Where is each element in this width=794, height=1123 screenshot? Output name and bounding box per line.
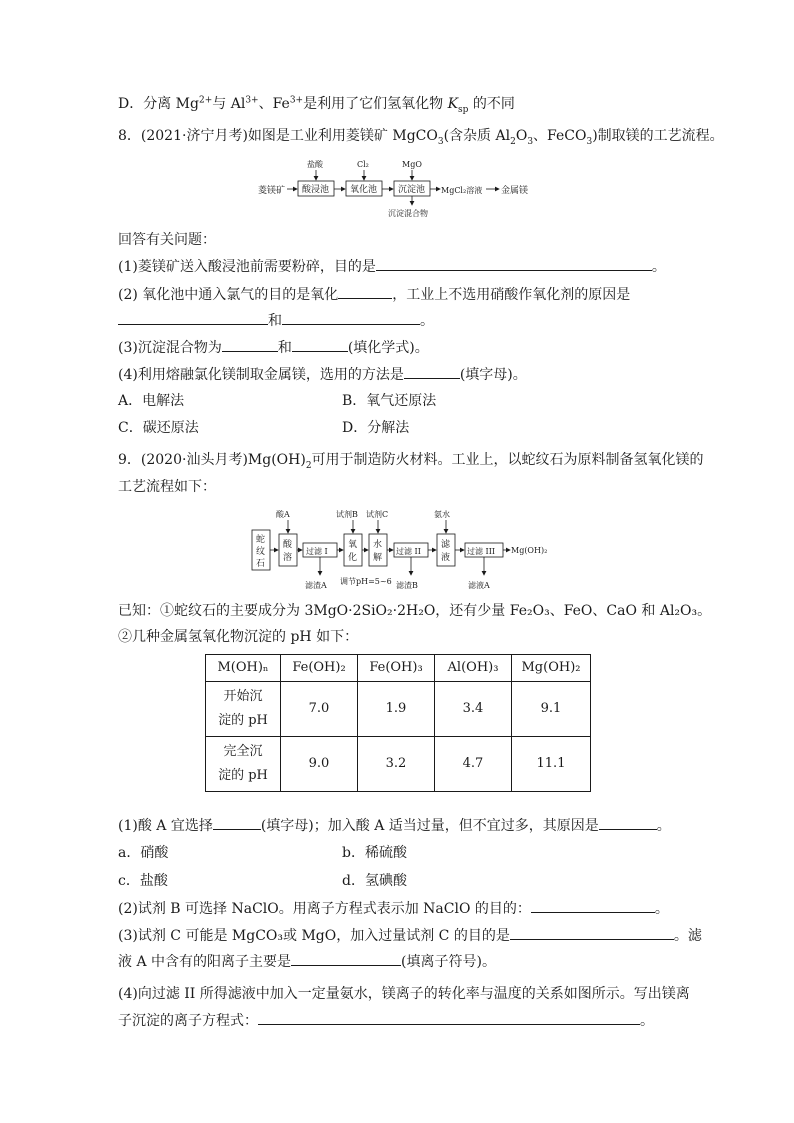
answer-blank[interactable] — [404, 364, 460, 379]
table-cell: 1.9 — [358, 682, 435, 737]
q9-options-row1b — [342, 843, 407, 863]
q7-option-d: D．分离 $Mg^{2+}$与 $Al^{3+}$、$Fe^{3+}$是利用了它们氢氧化物 $K_{sp}$ 的不同 — [118, 95, 515, 115]
table-header-cell: Mg(OH)₂ — [512, 655, 591, 682]
q8-options-row2b — [342, 418, 409, 438]
q9-stem-cont: 工艺流程如下： — [118, 479, 216, 495]
table-cell: 3.4 — [435, 682, 512, 737]
table-cell: 11.1 — [512, 737, 591, 792]
table-cell: 9.0 — [281, 737, 358, 792]
q9-option-d[interactable]: d．氢碘酸 — [342, 873, 407, 889]
q8-lead: 回答有关问题： — [118, 232, 216, 248]
flow-output-residue-b: 滤渣B — [396, 581, 418, 590]
answer-blank[interactable] — [213, 815, 261, 830]
flow-input-cl2: Cl₂ — [357, 160, 369, 169]
q9-options-row2b — [342, 871, 407, 891]
flow-input-ammonia: 氨水 — [434, 510, 450, 519]
svg-text:过滤 III: 过滤 III — [467, 547, 496, 556]
q8-part3: (3)沉淀混合物为 和 (填化学式)。 — [118, 337, 429, 358]
table-header-cell: M(OH)ₙ — [206, 655, 281, 682]
svg-text:过滤 I: 过滤 I — [306, 547, 328, 556]
answer-blank[interactable] — [118, 310, 268, 325]
answer-blank[interactable] — [292, 337, 348, 352]
answer-blank[interactable] — [599, 815, 657, 830]
flow-input-reagent-b: 试剂B — [336, 510, 358, 519]
svg-text:化: 化 — [348, 553, 358, 563]
answer-blank[interactable] — [291, 951, 401, 966]
flow-input-hcl: 盐酸 — [307, 160, 323, 169]
ph-table — [205, 654, 591, 792]
table-row-label: 开始沉 淀的 pH — [206, 682, 281, 737]
q9-option-b[interactable]: b．稀硫酸 — [342, 845, 407, 861]
answer-blank[interactable] — [510, 925, 674, 940]
answer-blank[interactable] — [282, 310, 420, 325]
flow-end-metal: 金属镁 — [501, 186, 529, 196]
flow-start-label: 菱镁矿 — [258, 186, 286, 196]
q9-options-row2 — [118, 871, 168, 891]
table-row-label: 完全沉 淀的 pH — [206, 737, 281, 792]
q8-part2: (2) 氧化池中通入氯气的目的是氧化 ，工业上不选用硝酸作氧化剂的原因是 — [118, 284, 630, 305]
q9-option-a[interactable]: a．硝酸 — [118, 845, 169, 861]
q9-part4: (4)向过滤 II 所得滤液中加入一定量氨水，镁离子的转化率与温度的关系如图所示。写出镁离 — [118, 986, 690, 1002]
q8-options-row2 — [118, 418, 199, 438]
q9-stem: 9．(2020·汕头月考)$Mg(OH)_2$可用于制造防火材料。工业上，以蛇纹石为原料制备氢氧化镁的 — [118, 452, 704, 471]
q8-part4: (4)利用熔融氯化镁制取金属镁，选用的方法是 (填字母)。 — [118, 364, 527, 385]
q8-part1: (1)菱镁矿送入酸浸池前需要粉碎，目的是 。 — [118, 256, 666, 277]
q9-part1: (1)酸 A 宜选择 (填字母)；加入酸 A 适当过量，但不宜过多，其原因是 。 — [118, 815, 671, 836]
flow-output-filtrate-a: 滤液A — [468, 581, 490, 590]
q8-options-row1b — [342, 391, 436, 411]
table-row — [206, 682, 591, 737]
table-cell: 7.0 — [281, 682, 358, 737]
flow-input-reagent-c: 试剂C — [366, 510, 389, 519]
answer-blank[interactable] — [376, 256, 652, 271]
q8-options-row1 — [118, 391, 184, 411]
answer-blank[interactable] — [531, 898, 655, 913]
flow-input-mgo: MgO — [402, 160, 422, 169]
table-row — [206, 737, 591, 792]
svg-text:纹: 纹 — [256, 547, 266, 557]
svg-text:水: 水 — [373, 540, 383, 550]
svg-text:酸浸池: 酸浸池 — [302, 185, 330, 195]
svg-text:解: 解 — [373, 553, 383, 563]
answer-blank[interactable] — [338, 284, 392, 299]
flow-mgcl2-solution: MgCl₂溶液 — [441, 186, 483, 195]
q9-part4-cont: 子沉淀的离子方程式： 。 — [118, 1010, 654, 1031]
svg-text:石: 石 — [256, 559, 266, 569]
table-cell: 9.1 — [512, 682, 591, 737]
svg-text:滤: 滤 — [441, 540, 451, 550]
table-header-cell: Al(OH)₃ — [435, 655, 512, 682]
q8-option-a[interactable]: A．电解法 — [118, 393, 185, 409]
q9-known-1: 已知：①蛇纹石的主要成分为 3MgO·2SiO₂·2H₂O，还有少量 Fe₂O₃、FeO、CaO 和 Al₂O₃。 — [118, 603, 712, 619]
answer-blank[interactable] — [258, 1010, 640, 1025]
svg-text:沉淀池: 沉淀池 — [398, 185, 426, 195]
q9-options-row1 — [118, 843, 168, 863]
svg-text:蛇: 蛇 — [256, 535, 266, 545]
svg-text:过滤 II: 过滤 II — [396, 547, 421, 556]
q8-flow-diagram — [250, 156, 550, 222]
answer-blank[interactable] — [222, 337, 278, 352]
q8-stem: 8．(2021·济宁月考)如图是工业利用菱镁矿 MgCO$_3$(含杂质 $Al_2O_3$、FeCO$_3$)制取镁的工艺流程。 — [118, 128, 724, 147]
q8-part2-cont: 和 。 — [118, 310, 434, 331]
svg-text:氧化池: 氧化池 — [350, 185, 378, 195]
svg-text:氧: 氧 — [348, 540, 358, 550]
q9-part3-cont: 液 A 中含有的阳离子主要是 (填离子符号)。 — [118, 951, 496, 972]
q9-part3: (3)试剂 C 可能是 MgCO₃或 MgO，加入过量试剂 C 的目的是 。滤 — [118, 925, 702, 946]
table-header-cell: Fe(OH)₃ — [358, 655, 435, 682]
q8-option-b[interactable]: B．氧气还原法 — [342, 393, 437, 409]
q8-option-c[interactable]: C．碳还原法 — [118, 420, 199, 436]
flow-input-acid-a: 酸A — [276, 510, 290, 519]
flow-output-precipitate: 沉淀混合物 — [388, 209, 428, 218]
flow-output-residue-a: 滤渣A — [305, 581, 327, 590]
table-header-cell: Fe(OH)₂ — [281, 655, 358, 682]
flow-end-product: Mg(OH)₂ — [511, 546, 548, 555]
q9-part2: (2)试剂 B 可选择 NaClO。用离子方程式表示加 NaClO 的目的： 。 — [118, 898, 669, 919]
table-header-row — [206, 655, 591, 682]
table-cell: 3.2 — [358, 737, 435, 792]
q9-option-c[interactable]: c．盐酸 — [118, 873, 168, 889]
svg-text:液: 液 — [441, 553, 451, 563]
q9-flow-diagram — [246, 504, 566, 596]
q8-option-d[interactable]: D．分解法 — [342, 420, 410, 436]
svg-text:酸: 酸 — [283, 540, 293, 550]
table-cell: 4.7 — [435, 737, 512, 792]
q9-known-2: ②几种金属氢氧化物沉淀的 pH 如下： — [118, 629, 359, 645]
flow-ph-note: 调节pH=5~6 — [340, 577, 392, 586]
svg-text:溶: 溶 — [283, 553, 293, 563]
